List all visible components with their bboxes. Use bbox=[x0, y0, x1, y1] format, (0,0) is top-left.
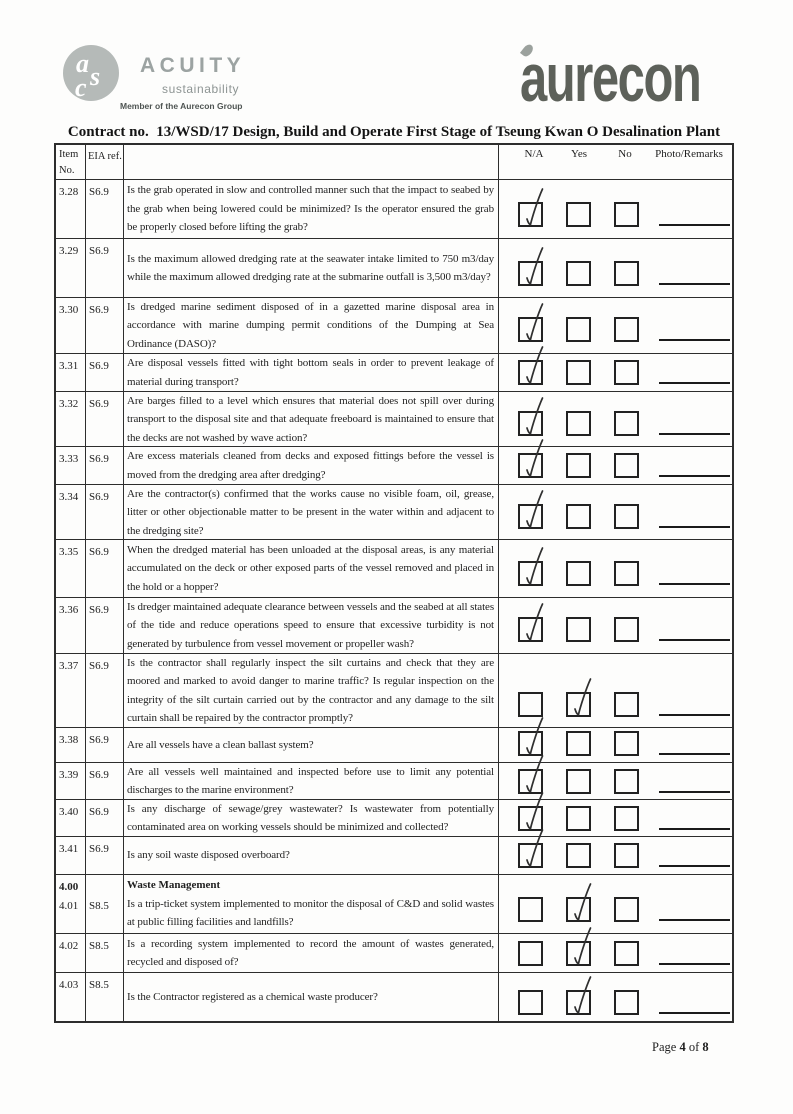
checkbox-na bbox=[518, 990, 543, 1015]
item-number: 3.39 bbox=[59, 769, 79, 781]
svg-text:c: c bbox=[75, 73, 87, 102]
checkbox-yes bbox=[566, 561, 591, 586]
item-number: 4.00 bbox=[59, 881, 79, 893]
checkbox-na bbox=[518, 411, 543, 436]
checkbox-yes bbox=[566, 202, 591, 227]
remark-line bbox=[659, 339, 730, 341]
acuity-monogram-icon bbox=[62, 44, 120, 102]
checkbox-no bbox=[614, 941, 639, 966]
item-number-cell bbox=[56, 875, 86, 933]
table-row bbox=[56, 540, 732, 598]
question-cell bbox=[124, 354, 499, 391]
question-cell bbox=[124, 800, 499, 837]
item-number: 3.36 bbox=[59, 604, 79, 616]
table-row bbox=[56, 763, 732, 800]
question-text: Are barges filled to a level which ensures that material does not spill over during transport to the disposal site and that adequate freeboard is maintained to ensure that the decks are not washed by wave action? bbox=[127, 395, 494, 444]
column-header-item: Item No. bbox=[56, 145, 86, 179]
table-row bbox=[56, 598, 732, 654]
checkbox-na bbox=[518, 504, 543, 529]
checkbox-na bbox=[518, 261, 543, 286]
question-cell bbox=[124, 763, 499, 800]
item-number-cell bbox=[56, 654, 86, 728]
eia-ref: S8.5 bbox=[89, 979, 109, 991]
item-number: 4.01 bbox=[59, 900, 79, 912]
question-text: Is dredger maintained adequate clearance between vessels and the seabed at all states of the tide and reduce operations speed to ensure that excessive turbidity is not generated by turbulence from vessel movement or propeller wash? bbox=[127, 601, 494, 650]
checkbox-yes bbox=[566, 504, 591, 529]
column-header-yes: Yes bbox=[570, 148, 588, 160]
checkbox-no bbox=[614, 504, 639, 529]
question-text: Are the contractor(s) confirmed that the works cause no visible foam, oil, grease, litter or other objectionable matter to be present in the water within and adjacent to the dredging site? bbox=[127, 488, 494, 537]
checkbox-yes bbox=[566, 941, 591, 966]
eia-ref-cell bbox=[86, 728, 124, 762]
check-mark bbox=[520, 754, 546, 796]
table-row bbox=[56, 239, 732, 298]
question-text: Is the Contractor registered as a chemical waste producer? bbox=[127, 990, 378, 1003]
check-mark bbox=[520, 302, 546, 344]
question-cell bbox=[124, 239, 499, 297]
checkbox-yes bbox=[566, 261, 591, 286]
checkbox-no bbox=[614, 317, 639, 342]
checkbox-yes bbox=[566, 453, 591, 478]
item-number: 4.03 bbox=[59, 979, 79, 991]
question-text: Are disposal vessels fitted with tight bottom seals in order to prevent leakage of material during transport? bbox=[127, 357, 494, 388]
item-number: 4.02 bbox=[59, 940, 79, 952]
checkbox-na bbox=[518, 843, 543, 868]
checkbox-no bbox=[614, 202, 639, 227]
eia-ref-cell bbox=[86, 485, 124, 540]
eia-ref: S6.9 bbox=[89, 398, 109, 410]
checkbox-yes bbox=[566, 360, 591, 385]
remark-line bbox=[659, 583, 730, 585]
item-number: 3.33 bbox=[59, 453, 79, 465]
column-header-na: N/A bbox=[524, 148, 544, 160]
checkbox-no bbox=[614, 411, 639, 436]
table-row bbox=[56, 180, 732, 239]
checkbox-na bbox=[518, 941, 543, 966]
remark-line bbox=[659, 224, 730, 226]
document-title: Contract no. 13/WSD/17 Design, Build and Operate First Stage of Tseung Kwan O Desalination Plant bbox=[67, 124, 721, 140]
question-cell bbox=[124, 728, 499, 762]
remark-line bbox=[659, 865, 730, 867]
remark-line bbox=[659, 639, 730, 641]
eia-ref-cell bbox=[86, 837, 124, 874]
checkbox-yes bbox=[566, 843, 591, 868]
question-cell bbox=[124, 540, 499, 597]
item-number: 3.31 bbox=[59, 360, 79, 372]
acuity-member-line: Member of the Aurecon Group bbox=[120, 101, 243, 111]
checkbox-yes bbox=[566, 897, 591, 922]
item-number: 3.30 bbox=[59, 304, 79, 316]
eia-ref-cell bbox=[86, 598, 124, 653]
column-header-answers bbox=[499, 145, 732, 179]
eia-ref-cell bbox=[86, 392, 124, 447]
eia-ref: S6.9 bbox=[89, 734, 109, 746]
question-text: Are all vessels have a clean ballast system? bbox=[127, 738, 314, 751]
check-mark bbox=[568, 882, 594, 924]
question-text: Are excess materials cleaned from decks and exposed fittings before the vessel is moved from the dredging area after dredging? bbox=[127, 450, 494, 481]
eia-ref: S6.9 bbox=[89, 604, 109, 616]
checkbox-na bbox=[518, 317, 543, 342]
page-number: Page 4 of 8 bbox=[652, 1040, 709, 1054]
svg-text:a: a bbox=[76, 49, 89, 78]
remark-line bbox=[659, 283, 730, 285]
item-number-cell bbox=[56, 540, 86, 597]
check-mark bbox=[520, 396, 546, 438]
check-mark bbox=[520, 716, 546, 758]
checkbox-no bbox=[614, 617, 639, 642]
remark-line bbox=[659, 963, 730, 965]
checkbox-no bbox=[614, 897, 639, 922]
column-header-question bbox=[124, 145, 499, 179]
table-row bbox=[56, 485, 732, 540]
item-number: 3.28 bbox=[59, 186, 79, 198]
check-mark bbox=[520, 489, 546, 531]
eia-ref: S8.5 bbox=[89, 940, 109, 952]
table-row bbox=[56, 354, 732, 392]
remark-line bbox=[659, 919, 730, 921]
eia-ref: S6.9 bbox=[89, 186, 109, 198]
check-mark bbox=[568, 677, 594, 719]
remark-line bbox=[659, 714, 730, 716]
answer-cell bbox=[499, 540, 732, 597]
question-text: When the dredged material has been unloaded at the disposal areas, is any material accumulated on the deck or other exposed parts of the vessel removed and placed in the hold or a hopper? bbox=[127, 543, 494, 593]
answer-cell bbox=[499, 934, 732, 972]
question-text: Is any discharge of sewage/grey wastewater? Is wastewater from potentially contaminated area on working vessels should be minimized and collected? bbox=[127, 803, 494, 834]
eia-ref: S6.9 bbox=[89, 453, 109, 465]
item-number-cell bbox=[56, 180, 86, 238]
item-number-cell bbox=[56, 354, 86, 391]
checkbox-na bbox=[518, 692, 543, 717]
remark-line bbox=[659, 1012, 730, 1014]
item-number-cell bbox=[56, 485, 86, 540]
item-number: 3.40 bbox=[59, 806, 79, 818]
item-number: 3.41 bbox=[59, 843, 79, 855]
question-cell bbox=[124, 973, 499, 1021]
eia-ref-cell bbox=[86, 800, 124, 837]
checkbox-yes bbox=[566, 806, 591, 831]
check-mark bbox=[520, 791, 546, 833]
eia-ref: S6.9 bbox=[89, 304, 109, 316]
check-mark bbox=[520, 438, 546, 480]
checkbox-na bbox=[518, 453, 543, 478]
checkbox-no bbox=[614, 561, 639, 586]
item-number-cell bbox=[56, 800, 86, 837]
answer-cell bbox=[499, 354, 732, 391]
answer-cell bbox=[499, 447, 732, 484]
item-number-cell bbox=[56, 973, 86, 1021]
question-text: Is any soil waste disposed overboard? bbox=[127, 849, 290, 862]
answer-cell bbox=[499, 180, 732, 238]
item-number: 3.35 bbox=[59, 546, 79, 558]
item-number-cell bbox=[56, 728, 86, 762]
checkbox-na bbox=[518, 561, 543, 586]
eia-ref-cell bbox=[86, 180, 124, 238]
item-number-cell bbox=[56, 239, 86, 297]
question-text: Is the maximum allowed dredging rate at the seawater intake limited to 750 m3/day while the maximum allowed dredging rate at the submarine outfall is 3,500 m3/day? bbox=[127, 252, 494, 283]
eia-ref: S6.9 bbox=[89, 491, 109, 503]
aurecon-wordmark: aurecon bbox=[520, 40, 701, 116]
eia-ref-cell bbox=[86, 447, 124, 484]
checkbox-yes bbox=[566, 317, 591, 342]
checkbox-no bbox=[614, 360, 639, 385]
checkbox-yes bbox=[566, 617, 591, 642]
remark-line bbox=[659, 753, 730, 755]
checkbox-no bbox=[614, 806, 639, 831]
item-number: 3.38 bbox=[59, 734, 79, 746]
question-cell bbox=[124, 875, 499, 933]
question-cell bbox=[124, 447, 499, 484]
checkbox-na bbox=[518, 360, 543, 385]
checkbox-yes bbox=[566, 411, 591, 436]
answer-cell bbox=[499, 837, 732, 874]
eia-ref-cell bbox=[86, 540, 124, 597]
question-cell bbox=[124, 485, 499, 540]
eia-ref-cell bbox=[86, 239, 124, 297]
question-text: Are all vessels well maintained and inspected before use to limit any potential discharges to the marine environment? bbox=[127, 766, 494, 797]
answer-cell bbox=[499, 485, 732, 540]
check-mark bbox=[520, 345, 546, 387]
checkbox-no bbox=[614, 692, 639, 717]
eia-ref: S6.9 bbox=[89, 769, 109, 781]
item-number-cell bbox=[56, 837, 86, 874]
eia-ref: S6.9 bbox=[89, 546, 109, 558]
section-title: Waste Management bbox=[127, 879, 221, 891]
remark-line bbox=[659, 475, 730, 477]
checkbox-na bbox=[518, 731, 543, 756]
acuity-wordmark: ACUITY bbox=[140, 54, 246, 77]
svg-text:s: s bbox=[90, 62, 101, 91]
column-header-no: No bbox=[618, 148, 632, 160]
answer-cell bbox=[499, 875, 732, 933]
question-text: Is the grab operated in slow and controlled manner such that the impact to seabed by the grab when being lowered could be minimized? Is the operator ensured the grab be properly closed before lifting the grab? bbox=[127, 184, 494, 234]
checkbox-no bbox=[614, 261, 639, 286]
eia-ref: S6.9 bbox=[89, 245, 109, 257]
question-cell bbox=[124, 298, 499, 353]
eia-ref-cell bbox=[86, 934, 124, 972]
checkbox-yes bbox=[566, 769, 591, 794]
question-cell bbox=[124, 837, 499, 874]
eia-ref: S6.9 bbox=[89, 360, 109, 372]
checkbox-no bbox=[614, 453, 639, 478]
eia-ref-cell bbox=[86, 298, 124, 353]
question-cell bbox=[124, 392, 499, 447]
checkbox-yes bbox=[566, 990, 591, 1015]
check-mark bbox=[520, 187, 546, 229]
item-number-cell bbox=[56, 298, 86, 353]
table-row bbox=[56, 447, 732, 485]
check-mark bbox=[520, 602, 546, 644]
table-row bbox=[56, 837, 732, 875]
column-header-eia-ref: EIA ref. bbox=[86, 145, 124, 179]
eia-ref: S6.9 bbox=[89, 660, 109, 672]
table-row bbox=[56, 654, 732, 728]
table-row bbox=[56, 392, 732, 447]
remark-line bbox=[659, 382, 730, 384]
item-number: 3.32 bbox=[59, 398, 79, 410]
eia-ref: S6.9 bbox=[89, 843, 109, 855]
checkbox-no bbox=[614, 731, 639, 756]
eia-ref-cell bbox=[86, 875, 124, 933]
eia-ref-cell bbox=[86, 763, 124, 800]
question-cell bbox=[124, 934, 499, 972]
item-number-cell bbox=[56, 447, 86, 484]
question-cell bbox=[124, 180, 499, 238]
answer-cell bbox=[499, 239, 732, 297]
eia-ref-cell bbox=[86, 354, 124, 391]
item-number-cell bbox=[56, 392, 86, 447]
item-number-cell bbox=[56, 934, 86, 972]
column-header-photo-remarks: Photo/Remarks bbox=[655, 148, 723, 160]
checklist-table bbox=[54, 143, 734, 1023]
remark-line bbox=[659, 828, 730, 830]
item-number: 3.29 bbox=[59, 245, 79, 257]
table-body bbox=[56, 180, 732, 1021]
question-text: Is a trip-ticket system implemented to monitor the disposal of C&D and solid wastes at public filling facilities and landfills? bbox=[127, 898, 494, 929]
remark-line bbox=[659, 791, 730, 793]
item-number: 3.37 bbox=[59, 660, 79, 672]
check-mark bbox=[568, 975, 594, 1017]
eia-ref: S6.9 bbox=[89, 806, 109, 818]
question-cell bbox=[124, 598, 499, 653]
checkbox-yes bbox=[566, 692, 591, 717]
acuity-tagline: sustainability bbox=[162, 82, 240, 96]
item-number-cell bbox=[56, 763, 86, 800]
checkbox-no bbox=[614, 990, 639, 1015]
check-mark bbox=[568, 926, 594, 968]
eia-ref: S8.5 bbox=[89, 900, 109, 912]
eia-ref-cell bbox=[86, 973, 124, 1021]
table-row bbox=[56, 875, 732, 934]
checkbox-na bbox=[518, 897, 543, 922]
eia-ref-cell bbox=[86, 654, 124, 728]
item-number-cell bbox=[56, 598, 86, 653]
question-text: Is the contractor shall regularly inspect the silt curtains and check that they are moored and marked to avoid danger to marine traffic? Is regular inspection on the integrity of the silt curtain carried out by the contractor and any damage to the silt curtain shall be repaired by the contractor promptly? bbox=[127, 657, 494, 725]
check-mark bbox=[520, 828, 546, 870]
checkbox-no bbox=[614, 769, 639, 794]
checkbox-no bbox=[614, 843, 639, 868]
aurecon-logo bbox=[520, 40, 750, 116]
table-row bbox=[56, 973, 732, 1021]
table-row bbox=[56, 934, 732, 973]
table-header-row bbox=[56, 145, 732, 180]
question-text: Is dredged marine sediment disposed of in a gazetted marine disposal area in accordance with marine dumping permit conditions of the Dumping at Sea Ordinance (DASO)? bbox=[127, 301, 494, 350]
checkbox-na bbox=[518, 617, 543, 642]
table-row bbox=[56, 728, 732, 763]
question-text: Is a recording system implemented to record the amount of wastes generated, recycled and disposed of? bbox=[127, 937, 494, 968]
check-mark bbox=[520, 246, 546, 288]
question-cell bbox=[124, 654, 499, 728]
answer-cell bbox=[499, 598, 732, 653]
checkbox-na bbox=[518, 202, 543, 227]
checkbox-yes bbox=[566, 731, 591, 756]
table-row bbox=[56, 298, 732, 354]
remark-line bbox=[659, 433, 730, 435]
table-row bbox=[56, 800, 732, 837]
remark-line bbox=[659, 526, 730, 528]
item-number: 3.34 bbox=[59, 491, 79, 503]
answer-cell bbox=[499, 973, 732, 1021]
check-mark bbox=[520, 546, 546, 588]
